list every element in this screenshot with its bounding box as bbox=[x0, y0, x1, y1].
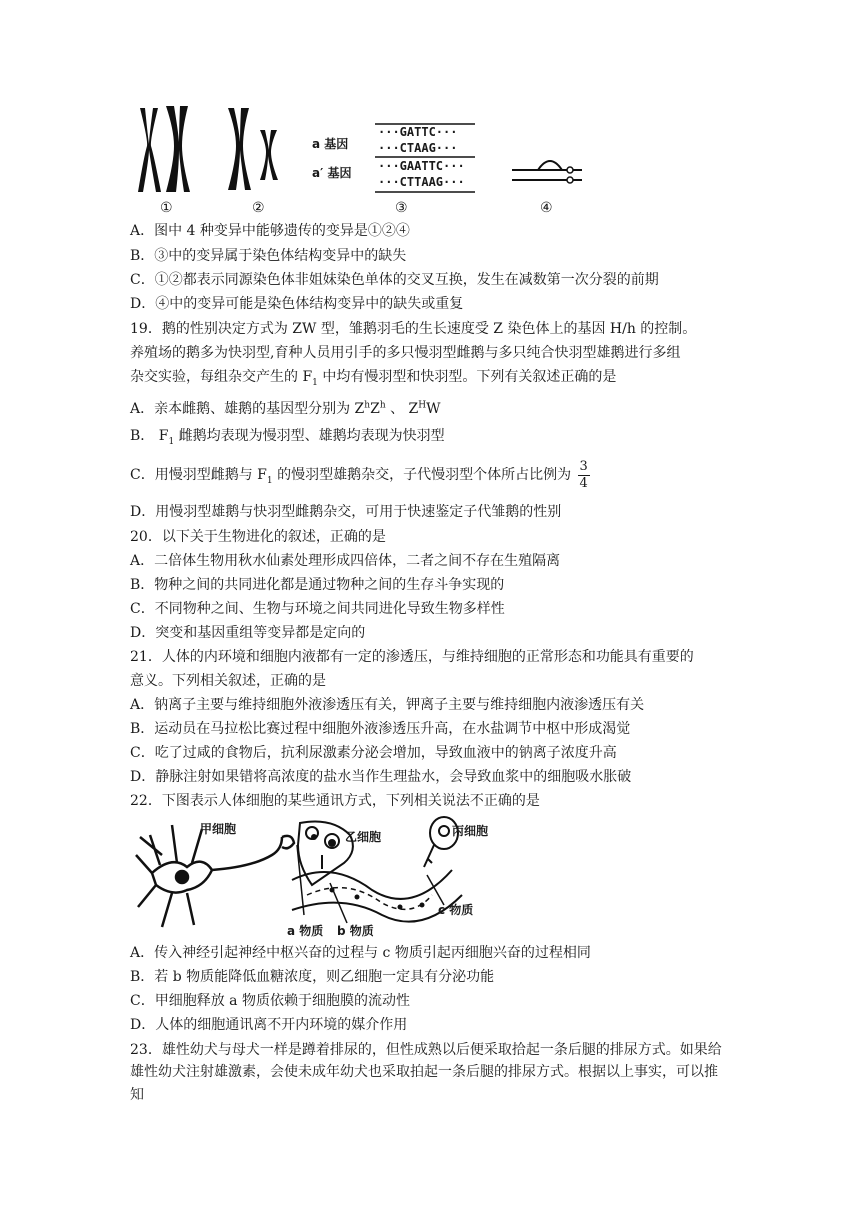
q19-a-w: W bbox=[426, 401, 441, 417]
q19-a-z: Z bbox=[370, 401, 380, 417]
q19-stem-3a: 杂交实验，每组杂交产生的 F bbox=[130, 369, 313, 385]
q19-stem-3 bbox=[130, 367, 616, 387]
gene-a-label: a 基因 bbox=[312, 137, 349, 151]
q19-a-mid: 、 Z bbox=[385, 401, 419, 417]
q19-option-c bbox=[130, 456, 590, 494]
q21-option-d: D．静脉注射如果错将高浓度的盐水当作生理盐水，会导致血浆中的细胞吸水胀破 bbox=[130, 769, 632, 785]
q19-a-text: A．亲本雌鹅、雄鹅的基因型分别为 Z bbox=[130, 401, 365, 417]
figure-label-4: ④ bbox=[540, 200, 553, 216]
q21-option-b: B．运动员在马拉松比赛过程中细胞外液渗透压升高，在水盐调节中枢中形成渴觉 bbox=[130, 721, 631, 737]
q19-option-b bbox=[130, 426, 445, 446]
fraction-numerator: 3 bbox=[579, 458, 588, 474]
fraction-denominator: 4 bbox=[579, 475, 588, 491]
q18-option-d: D．④中的变异可能是染色体结构变异中的缺失或重复 bbox=[130, 296, 464, 312]
label-b-substance: b 物质 bbox=[337, 924, 374, 938]
figure-label-3: ③ bbox=[395, 200, 408, 216]
q19-c-fraction bbox=[578, 459, 590, 492]
q20-option-b: B．物种之间的共同进化都是通过物种之间的生存斗争实现的 bbox=[130, 577, 505, 593]
q19-stem-2: 养殖场的鹅多为快羽型,育种人员用引手的多只慢羽型雌鹅与多只纯合快羽型雄鹅进行多组 bbox=[130, 345, 681, 361]
q19-a-sup-3: H bbox=[418, 400, 427, 411]
q21-stem-1: 21．人体的内环境和细胞内液都有一定的渗透压，与维持细胞的正常形态和功能具有重要的 bbox=[130, 649, 694, 665]
q19-stem-1: 19．鹅的性别决定方式为 ZW 型，雏鹅羽毛的生长速度受 Z 染色体上的基因 H/h 的控制。 bbox=[130, 321, 697, 337]
q21-option-a: A．钠离子主要与维持细胞外液渗透压有关，钾离子主要与维持细胞内液渗透压有关 bbox=[130, 697, 645, 713]
q18-option-b: B．③中的变异属于染色体结构变异中的缺失 bbox=[130, 248, 407, 264]
q19-a-sup-1: h bbox=[364, 400, 371, 411]
label-a-substance: a 物质 bbox=[287, 924, 324, 938]
q20-option-d: D．突变和基因重组等变异都是定向的 bbox=[130, 625, 366, 641]
figure-label-2: ② bbox=[252, 200, 265, 216]
seq-a-top: ···GATTC··· bbox=[378, 125, 458, 139]
chromosome-pair-1 bbox=[138, 106, 190, 192]
q19-c-post: 的慢羽型雄鹅杂交，子代慢羽型个体所占比例为 bbox=[272, 467, 572, 483]
q19-option-a bbox=[130, 399, 441, 419]
q22-option-b: B．若 b 物质能降低血糖浓度，则乙细胞一定具有分泌功能 bbox=[130, 969, 495, 985]
chromosome-pair-2 bbox=[228, 108, 278, 190]
q22-stem: 22．下图表示人体细胞的某些通讯方式，下列相关说法不正确的是 bbox=[130, 793, 540, 809]
q22-option-c: C．甲细胞释放 a 物质依赖于细胞膜的流动性 bbox=[130, 993, 410, 1009]
label-c-substance: c 物质 bbox=[438, 903, 474, 917]
q20-option-c: C．不同物种之间、生物与环境之间共同进化导致生物多样性 bbox=[130, 601, 505, 617]
chromosome-figure bbox=[130, 100, 590, 200]
q18-option-c: C．①②都表示同源染色体非姐妹染色单体的交叉互换，发生在减数第一次分裂的前期 bbox=[130, 272, 659, 288]
q21-option-c: C．吃了过咸的食物后，抗利尿激素分泌会增加，导致血液中的钠离子浓度升高 bbox=[130, 745, 617, 761]
gene-a-prime-label: a′ 基因 bbox=[312, 166, 352, 180]
q19-c-sub: 1 bbox=[266, 475, 273, 486]
q19-stem-3-sub: 1 bbox=[312, 377, 318, 388]
q23-stem: 23．雄性幼犬与母犬一样是蹲着排尿的，但性成熟以后便采取拾起一条后腿的排尿方式。如果给雄性幼犬注射雄激素，会使未成年幼犬也采取拍起一条后腿的排尿方式。根据以上事实，可以推知 bbox=[130, 1042, 722, 1103]
q19-stem-3b: 中均有慢羽型和快羽型。下列有关叙述正确的是 bbox=[317, 369, 617, 385]
q19-option-d: D．用慢羽型雄鹅与快羽型雌鹅杂交，可用于快速鉴定子代雏鹅的性别 bbox=[130, 504, 562, 520]
figure-label-1: ① bbox=[160, 200, 173, 216]
q22-option-d: D．人体的细胞通讯离不开内环境的媒介作用 bbox=[130, 1017, 408, 1033]
seq-a-prime-top: ···GAATTC··· bbox=[378, 159, 465, 173]
label-yi-cell: 乙细胞 bbox=[345, 830, 382, 844]
q19-c-pre: C．用慢羽型雌鹅与 F bbox=[130, 467, 267, 483]
q19-b-sub: 1 bbox=[168, 436, 175, 447]
q19-b-post: 雌鹅均表现为慢羽型、雄鹅均表现为快羽型 bbox=[174, 428, 445, 444]
label-bing-cell: 丙细胞 bbox=[452, 824, 489, 838]
seq-a-prime-bottom: ···CTTAAG··· bbox=[378, 175, 465, 189]
q21-stem-2: 意义。下列相关叙述，正确的是 bbox=[130, 673, 326, 689]
q20-stem: 20．以下关于生物进化的叙述，正确的是 bbox=[130, 529, 386, 545]
q19-b-pre: B． F bbox=[130, 428, 169, 444]
q20-option-a: A．二倍体生物用秋水仙素处理形成四倍体，二者之间不存在生殖隔离 bbox=[130, 553, 561, 569]
neuron-cell bbox=[136, 825, 294, 927]
q18-option-a: A．图中 4 种变异中能够遗传的变异是①②④ bbox=[130, 223, 410, 239]
seq-a-bottom: ···CTAAG··· bbox=[378, 141, 458, 155]
q19-a-sup-2: h bbox=[379, 400, 386, 411]
chromosome-loop-diagram bbox=[512, 161, 582, 183]
label-jia-cell: 甲细胞 bbox=[200, 822, 237, 836]
q22-option-a: A．传入神经引起神经中枢兴奋的过程与 c 物质引起丙细胞兴奋的过程相同 bbox=[130, 945, 591, 961]
